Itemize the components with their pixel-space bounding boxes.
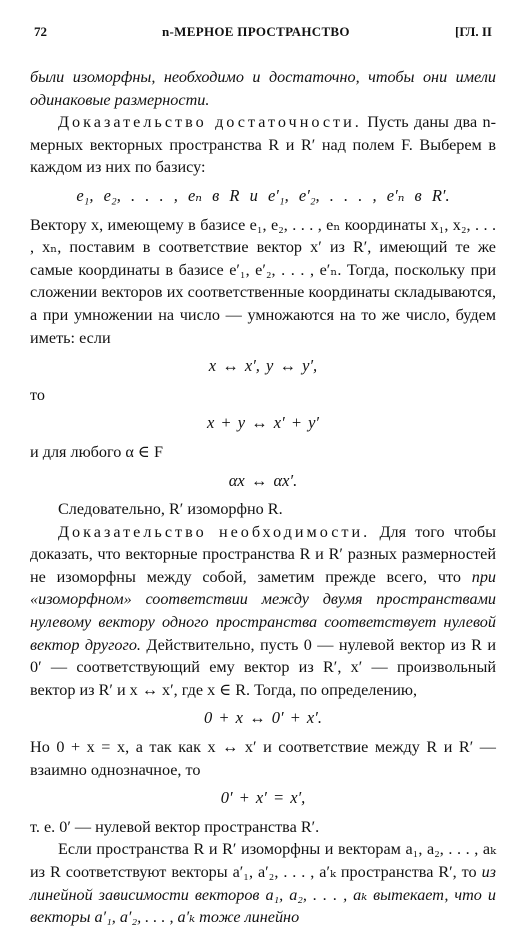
dependence-emphasis: из линейной зависимости векторов a₁, a₂, . . . , aₖ вытекает, что и векторы a′₁, a′₂, . . . , a′ₖ тоже линейно xyxy=(30,863,496,927)
zero-paragraph: Но 0 + x = x, а так как x ↔ x′ и соответствие между R и R′ — взаимно однозначное, то xyxy=(30,738,496,779)
page-body xyxy=(30,66,496,929)
dependence-paragraph xyxy=(30,838,496,928)
formula-correspondence: x ↔ x′, y ↔ y′, xyxy=(208,356,318,376)
theorem-end: были изоморфны, необходимо и достаточно, чтобы они имели одинаковые размерности. xyxy=(30,68,496,109)
formula-zero-result: 0′ + x′ = x′, xyxy=(220,788,306,808)
sufficiency-heading: Доказательство достаточности. xyxy=(58,113,362,132)
chapter-marker: [ГЛ. II xyxy=(455,24,492,39)
zero-conclusion: т. е. 0′ — нулевой вектор пространства R′. xyxy=(30,817,320,836)
necessity-heading: Доказательство необходимости. xyxy=(58,522,371,541)
formula-bases: e₁, e₂, . . . , eₙ в R и e′₁, e′₂, . . . , e′ₙ в R′. xyxy=(76,185,450,205)
necessity-paragraph xyxy=(30,521,496,702)
running-title: n-МЕРНОЕ ПРОСТРАНСТВО xyxy=(162,24,350,39)
necessity-proof: Действительно, пусть 0 — нулевой вектор из R и 0′ — соответствующий ему вектор из R′, x′ — произвольный вектор из R′ и x ↔ x′, где x ∈ R. Тогда, по определению, xyxy=(30,635,496,699)
necessity-emphasis: при «изоморфном» соответствии между двумя пространствами нулевому вектору одного пространства соответствует нулевой вектор другого. xyxy=(30,567,496,654)
page-number: 72 xyxy=(34,24,47,39)
formula-sum: x + y ↔ x′ + y′ xyxy=(206,413,320,433)
necessity-text: Для того чтобы доказать, что векторные пространства R и R′ разных размерностей не изоморфны между собой, заметим прежде всего, что xyxy=(30,522,496,586)
word-then: то xyxy=(30,385,45,404)
formula-scalar: αx ↔ αx′. xyxy=(228,470,298,490)
sufficiency-paragraph xyxy=(30,111,496,179)
formula-zero-sum: 0 + x ↔ 0′ + x′. xyxy=(203,708,322,728)
sufficiency-text: Пусть даны два n-мерных векторных пространства R и R′ над полем F. Выберем в каждом из них по базису: xyxy=(30,113,496,177)
conclusion-line: Следовательно, R′ изоморфно R. xyxy=(58,500,283,519)
dependence-text: Если пространства R и R′ изоморфны и векторам a₁, a₂, . . . , aₖ из R соответствуют векторы a′₁, a′₂, . . . , a′ₖ пространства R′, то xyxy=(30,840,496,881)
coordinate-paragraph: Вектору x, имеющему в базисе e₁, e₂, . . . , eₙ координаты x₁, x₂, . . . , xₙ, поставим в соответствие вектор x′ из R′, имеющий те же самые координаты в базисе e′₁, e′₂, . . . , e′ₙ. Тогда, поскольку при сложении векторов их соответственные координаты складываются, а при умножении на число — умножаются на то же число, будем иметь: если xyxy=(30,215,496,347)
scalar-line: и для любого α ∈ F xyxy=(30,442,163,461)
page-header xyxy=(34,20,492,44)
